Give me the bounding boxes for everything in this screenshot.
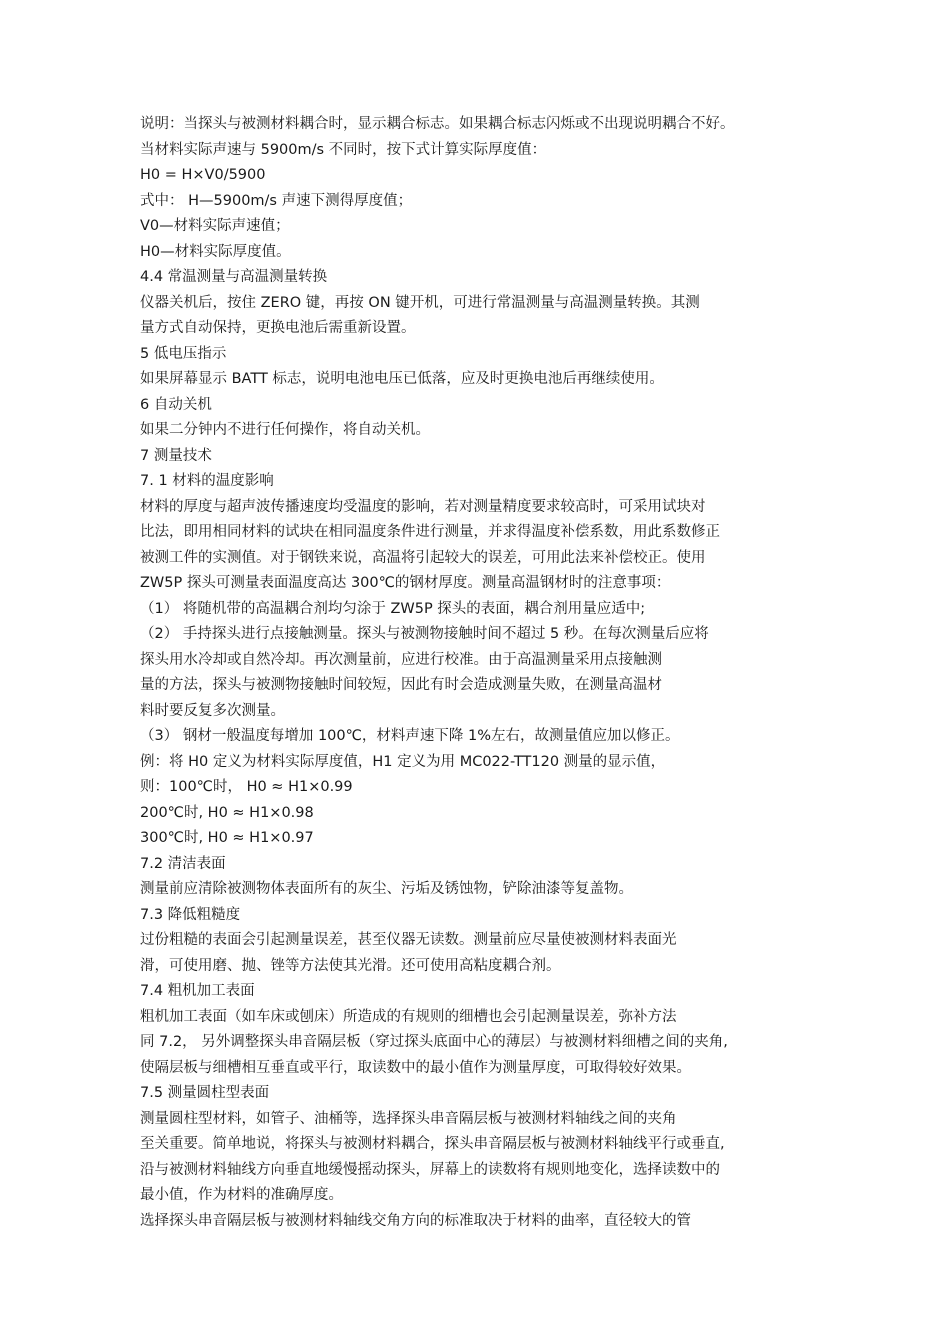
text-line: 测量圆柱型材料，如管子、油桶等，选择探头串音隔层板与被测材料轴线之间的夹角 — [140, 1110, 677, 1127]
text-line: 粗机加工表面（如车床或刨床）所造成的有规则的细槽也会引起测量误差，弥补方法 — [140, 1008, 677, 1025]
text-line: 同 7.2， 另外调整探头串音隔层板（穿过探头底面中心的薄层）与被测材料细槽之间的夹角, — [140, 1034, 728, 1050]
text-line: 量方式自动保持，更换电池后需重新设置。 — [140, 320, 416, 336]
text-line: 使隔层板与细槽相互垂直或平行，取读数中的最小值作为测量厚度，可取得较好效果。 — [140, 1059, 691, 1076]
text-line: 测量前应清除被测物体表面所有的灰尘、污垢及锈蚀物，铲除油漆等复盖物。 — [140, 881, 633, 897]
text-line: 6 自动关机 — [140, 396, 212, 413]
text-line: 过份粗糙的表面会引起测量误差，甚至仪器无读数。测量前应尽量使被测材料表面光 — [140, 932, 677, 948]
text-line: 量的方法，探头与被测物接触时间较短，因此有时会造成测量失败，在测量高温材 — [140, 677, 662, 693]
text-line: 7.3 降低粗糙度 — [140, 906, 241, 923]
text-line: 式中： H—5900m/s 声速下测得厚度值； — [140, 192, 413, 209]
text-line: 如果二分钟内不进行任何操作，将自动关机。 — [140, 422, 430, 438]
text-line: 选择探头串音隔层板与被测材料轴线交角方向的标准取决于材料的曲率，直径较大的管 — [140, 1212, 691, 1229]
text-line: 200℃时, H0 ≈ H1×0.98 — [140, 804, 314, 821]
text-line: 4.4 常温测量与高温测量转换 — [140, 269, 328, 285]
text-line: 仪器关机后，按住 ZERO 键，再按 ON 键开机，可进行常温测量与高温测量转换。其测 — [140, 294, 700, 311]
text-line: 7 测量技术 — [140, 447, 212, 464]
text-line: 说明：当探头与被测材料耦合时，显示耦合标志。如果耦合标志闪烁或不出现说明耦合不好。 — [140, 116, 735, 132]
text-line: 7.5 测量圆柱型表面 — [140, 1085, 270, 1101]
text-line: 最小值，作为材料的准确厚度。 — [140, 1187, 343, 1203]
text-line: 被测工件的实测值。对于钢铁来说，高温将引起较大的误差，可用此法来补偿校正。使用 — [140, 549, 706, 566]
text-line: 至关重要。简单地说，将探头与被测材料耦合，探头串音隔层板与被测材料轴线平行或垂直, — [140, 1136, 725, 1152]
text-line: 例：将 H0 定义为材料实际厚度值，H1 定义为用 MC022-TT120 测量的显示值， — [140, 753, 666, 770]
text-line: （3） 钢材一般温度每增加 100℃，材料声速下降 1%左右，故测量值应加以修正。 — [140, 728, 680, 744]
text-line: 比法，即用相同材料的试块在相同温度条件进行测量，并求得温度补偿系数，用此系数修正 — [140, 524, 720, 540]
text-line: 如果屏幕显示 BATT 标志，说明电池电压已低落，应及时更换电池后再继续使用。 — [140, 371, 664, 387]
text-line: 7.4 粗机加工表面 — [140, 983, 255, 999]
text-line: 料时要反复多次测量。 — [140, 702, 285, 719]
text-line: 7.2 清洁表面 — [140, 855, 226, 872]
text-line: 探头用水冷却或自然冷却。再次测量前，应进行校准。由于高温测量采用点接触测 — [140, 651, 662, 668]
text-line: 则：100℃时， H0 ≈ H1×0.99 — [140, 779, 353, 795]
text-line: （1） 将随机带的高温耦合剂均匀涂于 ZW5P 探头的表面，耦合剂用量应适中; — [140, 600, 646, 617]
text-line: 滑，可使用磨、抛、锉等方法使其光滑。还可使用高粘度耦合剂。 — [140, 957, 561, 974]
text-line: V0—材料实际声速值； — [140, 218, 290, 234]
text-line: H0 = H×V0/5900 — [140, 167, 266, 183]
text-line: H0—材料实际厚度值。 — [140, 243, 291, 260]
text-line: 沿与被测材料轴线方向垂直地缓慢摇动探头，屏幕上的读数将有规则地变化，选择读数中的 — [140, 1161, 720, 1178]
text-line: （2） 手持探头进行点接触测量。探头与被测物接触时间不超过 5 秒。在每次测量后应将 — [140, 626, 709, 642]
document-body — [140, 112, 820, 1234]
text-line: 材料的厚度与超声波传播速度均受温度的影响，若对测量精度要求较高时，可采用试块对 — [140, 498, 706, 515]
text-line: 5 低电压指示 — [140, 345, 227, 362]
text-line: 7. 1 材料的温度影响 — [140, 473, 274, 489]
text-line: 当材料实际声速与 5900m/s 不同时，按下式计算实际厚度值： — [140, 141, 547, 158]
text-line: ZW5P 探头可测量表面温度高达 300℃的钢材厚度。测量高温钢材时的注意事项： — [140, 575, 671, 591]
text-line: 300℃时, H0 ≈ H1×0.97 — [140, 830, 314, 846]
